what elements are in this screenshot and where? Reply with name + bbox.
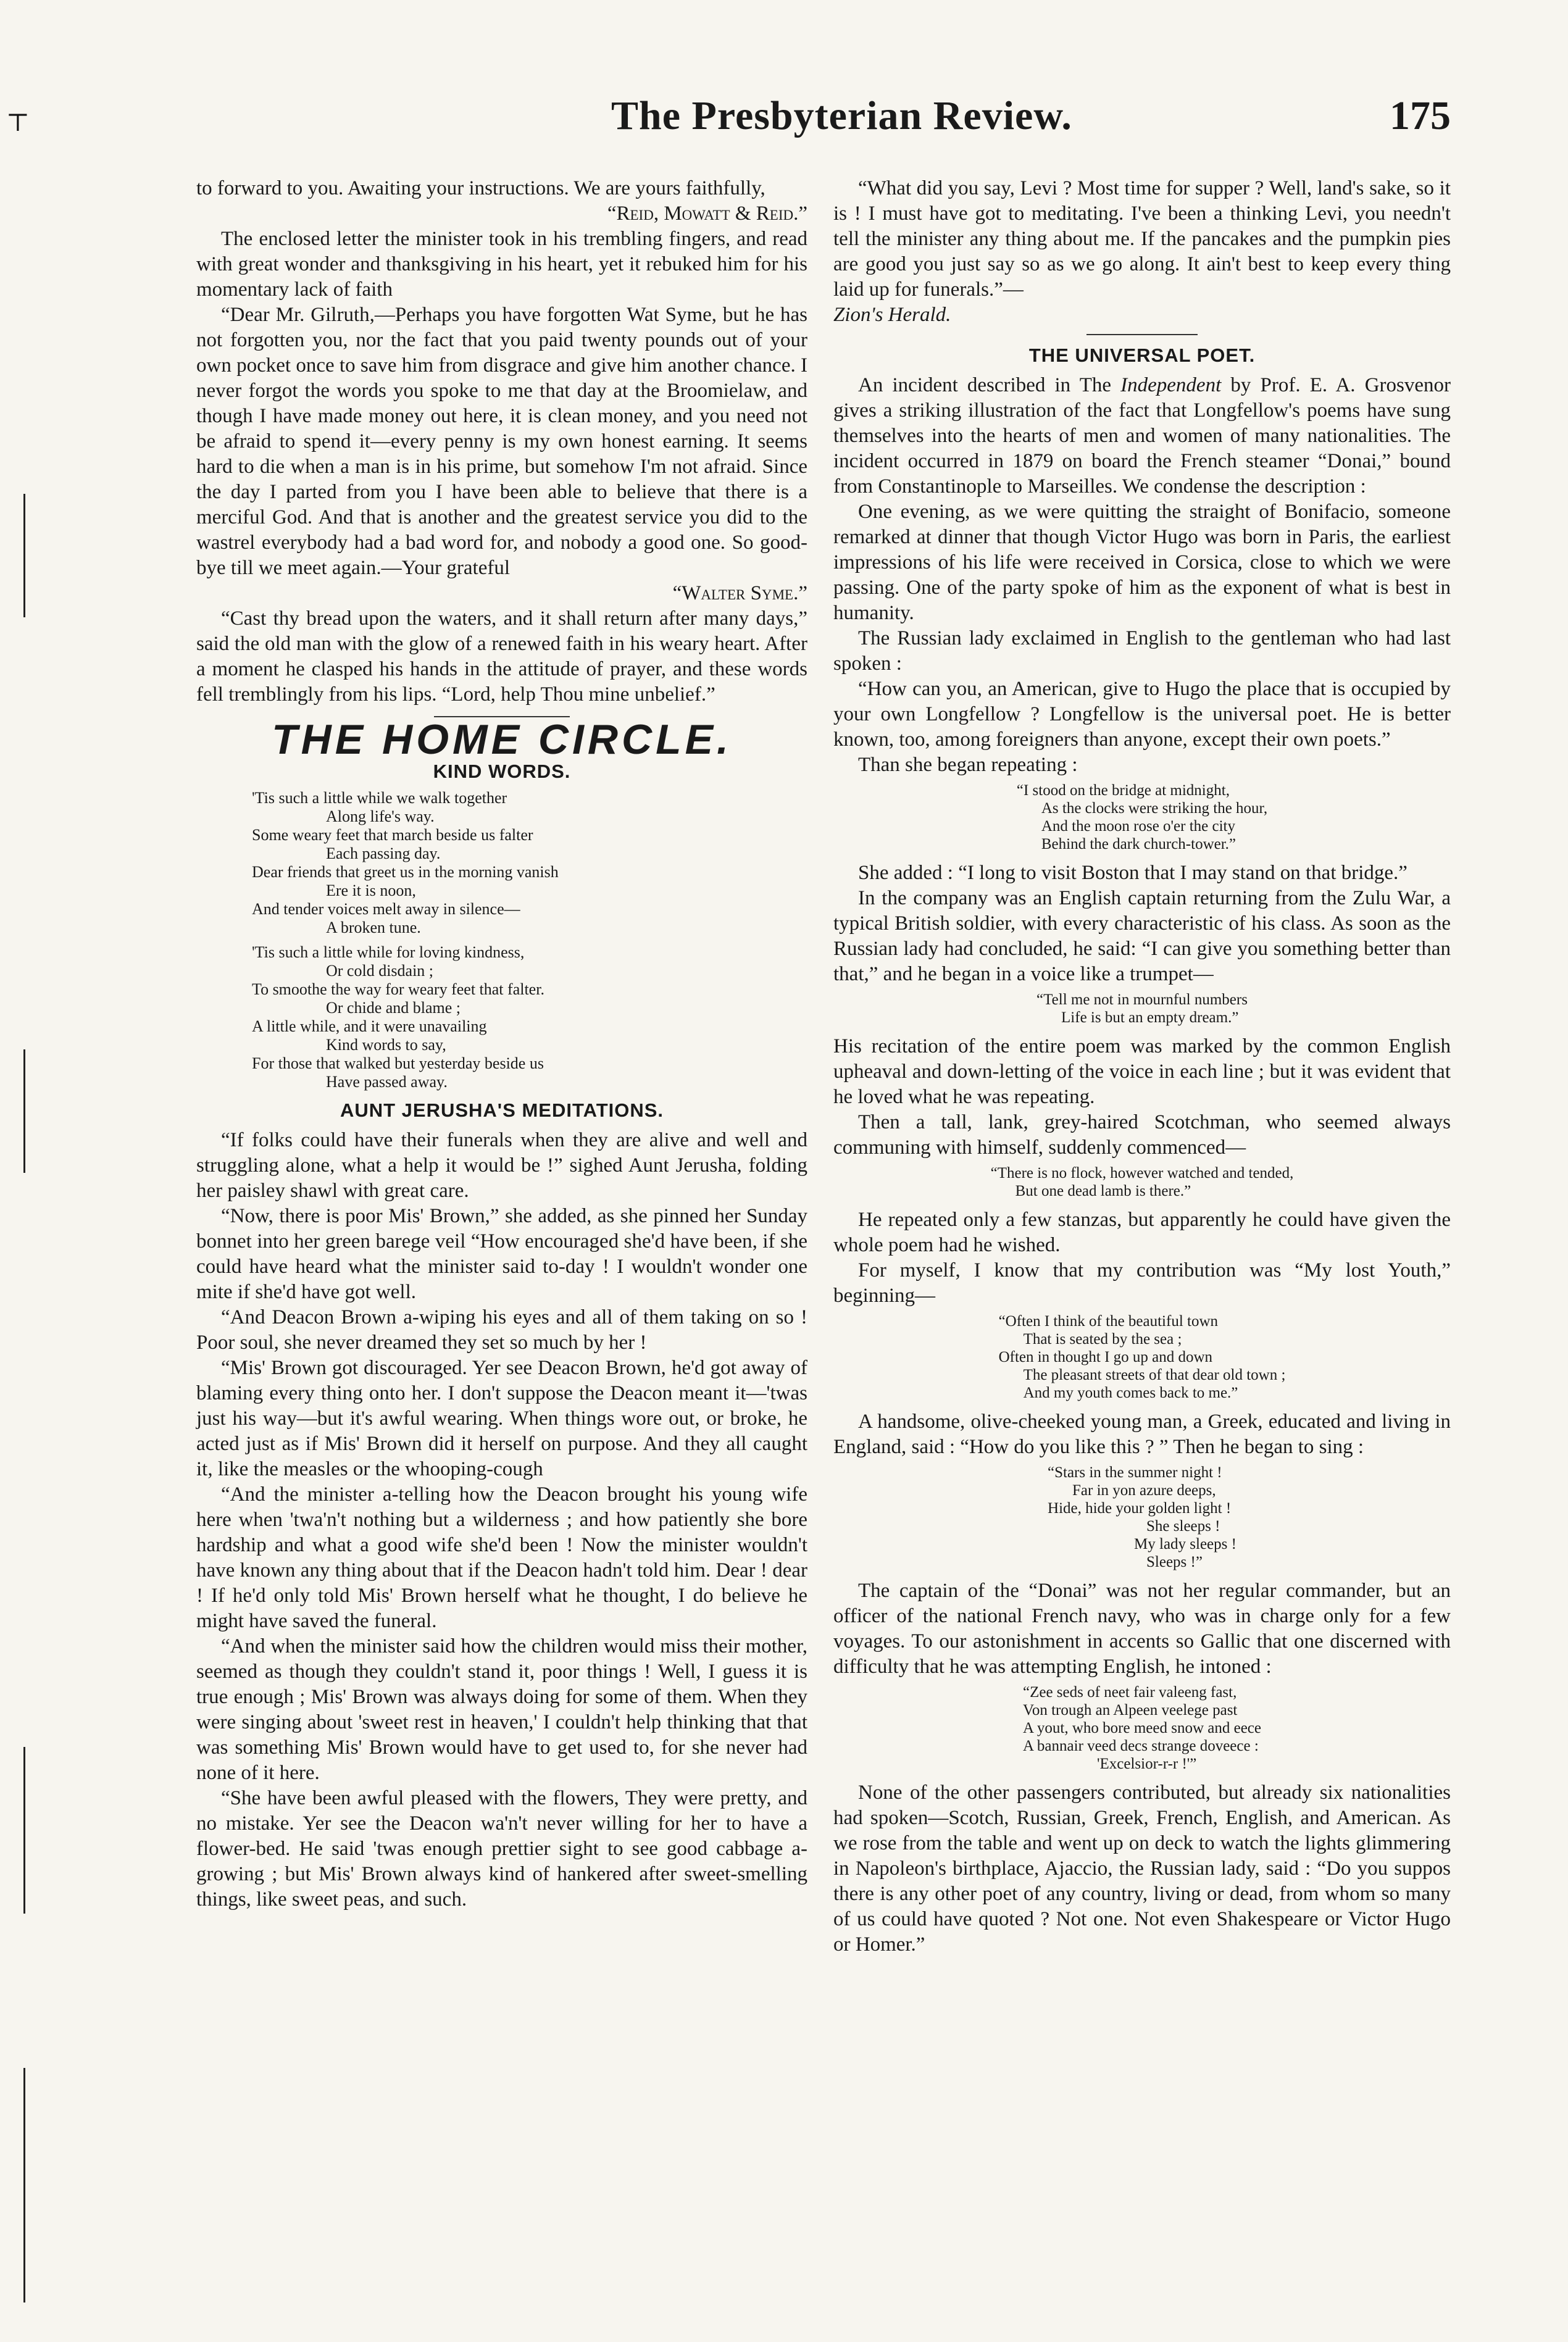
quote-line: The pleasant streets of that dear old town ;: [1023, 1367, 1286, 1383]
paragraph: “How can you, an American, give to Hugo the place that is occupied by your own Longfellow ? Longfellow is the universal poet. He is better known, too, among foreigners than anyone, except their own poets.”: [833, 678, 1451, 751]
margin-mark-top: ⊤: [6, 109, 30, 136]
quote-line: Sleeps !”: [1146, 1554, 1203, 1570]
paragraph: Then a tall, lank, grey-haired Scotchman, who seemed always communing with himself, suddenly commenced—: [833, 1111, 1451, 1159]
poem-line: Or cold disdain ;: [326, 962, 434, 980]
paragraph: The enclosed letter the minister took in his trembling fingers, and read with great wonder and thanksgiving in his heart, yet it rebuked him for his momentary lack of faith: [196, 228, 807, 301]
paragraph: “Mis' Brown got discouraged. Yer see Deacon Brown, he'd got away of blaming every thing onto her. I don't suppose the Deacon meant it—'twas just his way—but it's awful wearing. When things wore out, or broke, he acted just as if Mis' Brown did it herself on purpose. And they all caught it, like the measles or the whooping-cough: [196, 1357, 807, 1480]
divider: [1086, 334, 1198, 335]
poem-line: Ere it is noon,: [326, 881, 416, 899]
quote-line: 'Excelsior-r-r !'”: [1097, 1756, 1197, 1772]
poem-line: A little while, and it were unavailing: [252, 1017, 487, 1035]
poem-line: Or chide and blame ;: [326, 999, 461, 1017]
letter-signature-reid: “Reid, Mowatt & Reid.”: [607, 202, 807, 225]
quote-line: She sleeps !: [1146, 1518, 1220, 1535]
margin-rule-1: [23, 494, 25, 617]
quote-line: And the moon rose o'er the city: [1041, 818, 1236, 835]
poem-line: To smoothe the way for weary feet that falter.: [252, 980, 544, 998]
paragraph: “Now, there is poor Mis' Brown,” she added, as she pinned her Sunday bonnet into her green barege veil “How encouraged she'd have been, if she could have heard what the minister said to-day ! I wouldn't wonder one mite if she'd have got well.: [196, 1205, 807, 1303]
paragraph: For myself, I know that my contribution was “My lost Youth,” beginning—: [833, 1259, 1451, 1307]
quote-line: My lady sleeps !: [1134, 1536, 1236, 1552]
paragraph: In the company was an English captain returning from the Zulu War, a typical British soldier, with every characteristic of his class. As soon as the Russian lady had concluded, he said: “I can give you something better than that,” and he began in a voice like a trumpet—: [833, 887, 1451, 985]
quote-line: As the clocks were striking the hour,: [1041, 800, 1268, 817]
section-heading-universal-poet: THE UNIVERSAL POET.: [1028, 344, 1256, 366]
quote-line: A yout, who bore meed snow and eece: [1023, 1720, 1261, 1736]
source-credit: Zion's Herald.: [833, 304, 951, 326]
paragraph: She added : “I long to visit Boston that I may stand on that bridge.”: [858, 862, 1407, 884]
paragraph: Than she began repeating :: [858, 754, 1078, 776]
quote-line: “Stars in the summer night !: [1048, 1464, 1222, 1481]
poem-line: 'Tis such a little while for loving kindness,: [252, 943, 525, 961]
paragraph: “Cast thy bread upon the waters, and it shall return after many days,” said the old man with the glow of a renewed faith in his weary heart. After a moment he clasped his hands in the attitude of prayer, and these words fell tremblingly from his lips. “Lord, help Thou mine unbelief.”: [196, 607, 807, 706]
letter-signature-syme: “Walter Syme.”: [672, 582, 807, 604]
right-column: [833, 176, 1451, 1957]
paragraph-text: by Prof. E. A. Grosvenor gives a striking illustration of the fact that Longfellow's poems have sung themselves into the hearts of men and women of many nationalities. The incident occurred in 1879 on board the French steamer “Donai,” bound from Constantinople to Marseilles. We condense the description :: [833, 374, 1451, 498]
paragraph: He repeated only a few stanzas, but apparently he could have given the whole poem had he wished.: [833, 1209, 1451, 1256]
quote-serenade: [833, 1464, 1451, 1571]
quote-resignation: [833, 1164, 1451, 1200]
quote-line: “Tell me not in mournful numbers: [1036, 991, 1248, 1008]
paragraph: A handsome, olive-cheeked young man, a Greek, educated and living in England, said : “How do you like this ? ” Then he began to sing :: [833, 1411, 1451, 1458]
section-heading-home-circle: THE HOME CIRCLE.: [272, 716, 732, 763]
quote-line: Far in yon azure deeps,: [1072, 1482, 1216, 1499]
letter-syme: “Dear Mr. Gilruth,—Perhaps you have forgotten Wat Syme, but he has not forgotten you, nor the fact that you paid twenty pounds out of your own pocket once to save him from disgrace and give him another chance. I never forgot the words you spoke to me that day at the Broomielaw, and though I have made money out here, it is clean money, and you need not be afraid to spend it—every penny is my own honest earning. It seems hard to die when a man is in his prime, but somehow I'm not afraid. Since the day I parted from you I have been able to believe that there is a merciful God. And that is another and the greatest service you did to the wastrel everybody had a bad word for, and nobody a good one. So good-bye till we meet again.—Your grateful: [196, 304, 807, 579]
paragraph: “If folks could have their funerals when they are alive and well and struggling alone, what a help it would be !” sighed Aunt Jerusha, folding her paisley shawl with great care.: [196, 1129, 807, 1202]
paragraph: His recitation of the entire poem was marked by the common English upheaval and down-letting of the voice in each line ; but it was evident that he loved what he was repeating.: [833, 1035, 1451, 1108]
quote-bridge: [833, 781, 1451, 853]
quote-line: Hide, hide your golden light !: [1048, 1500, 1232, 1517]
quote-excelsior: [833, 1683, 1451, 1773]
quote-psalm: [833, 991, 1451, 1027]
running-title: The Presbyterian Review.: [611, 93, 1072, 138]
paragraph: [833, 373, 1451, 499]
quote-line: Life is but an empty dream.”: [1061, 1009, 1239, 1026]
poem-line: And tender voices melt away in silence—: [252, 900, 520, 918]
margin-rule-3: [23, 1747, 25, 1914]
paragraph: “And Deacon Brown a-wiping his eyes and all of them taking on so ! Poor soul, she never dreamed they set so much by her !: [196, 1306, 807, 1354]
paragraph: [833, 176, 1451, 328]
paragraph-text: An incident described in The: [858, 374, 1121, 396]
quote-line: That is seated by the sea ;: [1023, 1331, 1182, 1348]
margin-rule-2: [23, 1049, 25, 1173]
paragraph: The captain of the “Donai” was not her regular commander, but an officer of the national French navy, who was in charge only for a few voyages. To our astonishment in accents so Gallic that one discerned with difficulty that he was attempting English, he intoned :: [833, 1580, 1451, 1678]
poem-line: Along life's way.: [326, 807, 435, 825]
quote-line: “Zee seds of neet fair valeeng fast,: [1023, 1684, 1237, 1701]
page-header: [185, 93, 1451, 142]
paragraph: “She have been awful pleased with the flowers, They were pretty, and no mistake. Yer see the Deacon wa'n't never willing for her to have a flower-bed. He said 'twas enough prettier sight to see good cabbage a-growing ; but Mis' Brown always kind of hankered after sweet-smelling things, like sweet peas, and such.: [196, 1787, 807, 1911]
quote-lost-youth: [833, 1312, 1451, 1402]
quote-line: “Often I think of the beautiful town: [998, 1313, 1219, 1330]
section-heading-aunt-jerusha: AUNT JERUSHA'S MEDITATIONS.: [340, 1099, 664, 1121]
paragraph: “And when the minister said how the children would miss their mother, seemed as though they couldn't stand it, poor things ! Well, I guess it is true enough ; Mis' Brown was always doing for some of them. When they were singing about 'sweet rest in heaven,' I couldn't help thinking that that was something Mis' Brown would have to get used to, for she never had none of it here.: [196, 1635, 807, 1784]
paragraph: The Russian lady exclaimed in English to the gentleman who had last spoken :: [833, 627, 1451, 675]
page-number: 175: [1390, 93, 1451, 138]
paragraph-text: “What did you say, Levi ? Most time for supper ? Well, land's sake, so it is ! I must have got to meditating. I've been a thinking Levi, you needn't tell the minister any thing about me. If the pancakes and the pumpkin pies are good you just say so as we go along. It ain't best to keep every thing laid up for funerals.”—: [833, 177, 1451, 301]
poem-line: For those that walked but yesterday beside us: [252, 1054, 544, 1072]
quote-line: Behind the dark church-tower.”: [1041, 836, 1236, 852]
publication-name: Independent: [1120, 374, 1222, 396]
paragraph: One evening, as we were quitting the straight of Bonifacio, someone remarked at dinner that though Victor Hugo was born in Paris, the earliest impressions of his life were received in Corsica, close to which we were passing. One of the party spoke of him as the exponent of what is best in humanity.: [833, 501, 1451, 624]
left-column: [196, 176, 807, 1912]
poem-title-kind-words: KIND WORDS.: [433, 761, 571, 782]
poem-line: A broken tune.: [326, 919, 421, 936]
poem-line: Have passed away.: [326, 1073, 448, 1091]
poem-line: Kind words to say,: [326, 1036, 446, 1054]
poem-kind-words: [252, 789, 807, 1091]
quote-line: And my youth comes back to me.”: [1023, 1385, 1238, 1401]
margin-rule-4: [23, 2068, 25, 2302]
poem-line: 'Tis such a little while we walk together: [252, 789, 507, 807]
poem-line: Some weary feet that march beside us falter: [252, 826, 533, 844]
letter-closing: to forward to you. Awaiting your instructions. We are yours faithfully,: [196, 177, 765, 199]
paragraph: “And the minister a-telling how the Deacon brought his young wife here when 'twa'n't nothing but a wilderness ; and how patiently she bore hardship and what a good wife she'd been ! Now the minister wouldn't have known any thing about that if the Deacon hadn't told him. Dear ! dear ! If he'd only told Mis' Brown herself what he thought, I do believe he might have saved the funeral.: [196, 1483, 807, 1632]
poem-line: Dear friends that greet us in the morning vanish: [252, 863, 559, 881]
quote-line: But one dead lamb is there.”: [1015, 1183, 1191, 1199]
paragraph: None of the other passengers contributed, but already six nationalities had spoken—Scotch, Russian, Greek, French, English, and American. As we rose from the table and went up on deck to watch the lights glimmering in Napoleon's birthplace, Ajaccio, the Russian lady, said : “Do you suppos there is any other poet of any country, living or dead, from whom so many of us could have quoted ? Not one. Not even Shakespeare or Victor Hugo or Homer.”: [833, 1782, 1451, 1956]
quote-line: Often in thought I go up and down: [998, 1349, 1213, 1365]
quote-line: “I stood on the bridge at midnight,: [1016, 782, 1230, 799]
quote-line: “There is no flock, however watched and tended,: [990, 1165, 1294, 1181]
quote-line: A bannair veed decs strange doveece :: [1023, 1738, 1259, 1754]
quote-line: Von trough an Alpeen veelege past: [1023, 1702, 1238, 1719]
poem-line: Each passing day.: [326, 844, 441, 862]
